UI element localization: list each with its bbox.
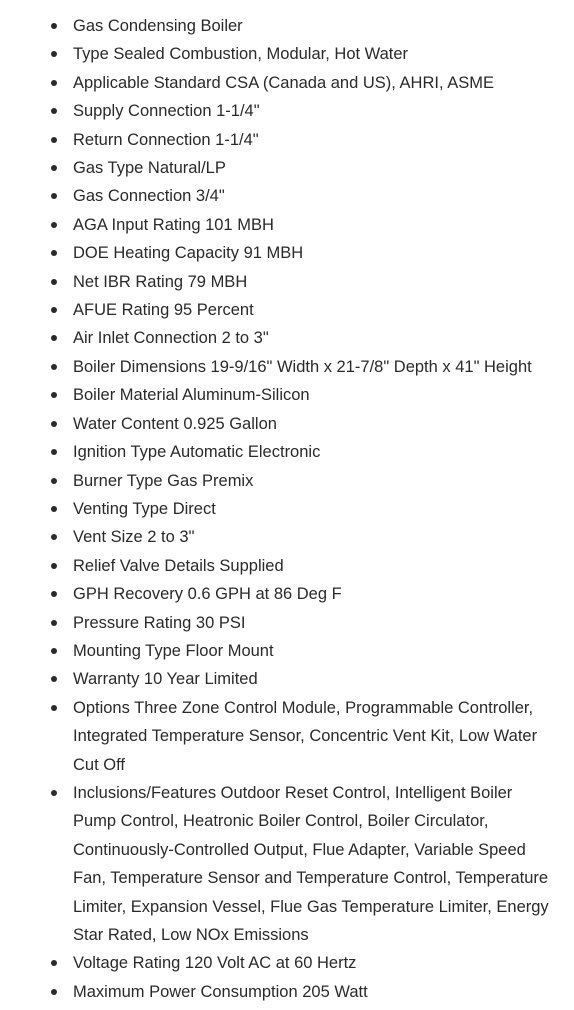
bullet-icon: [51, 421, 57, 427]
spec-text: Supply Connection 1-1/4": [73, 102, 260, 121]
bullet-icon: [51, 506, 57, 512]
spec-text: Options Three Zone Control Module, Programmable Controller, Integrated Temperature Sensor, Concentric Vent Kit, Low Water Cut Off: [73, 698, 538, 774]
bullet-icon: [51, 392, 57, 398]
bullet-icon: [51, 250, 57, 256]
list-item: [0, 126, 574, 154]
spec-text: DOE Heating Capacity 91 MBH: [73, 244, 304, 263]
spec-text: Burner Type Gas Premix: [73, 471, 254, 490]
bullet-icon: [51, 23, 57, 29]
spec-text: Return Connection 1-1/4": [73, 130, 259, 149]
bullet-icon: [51, 534, 57, 540]
list-item: [0, 495, 574, 523]
list-item: [0, 40, 574, 68]
spec-text: Inclusions/Features Outdoor Reset Control, Intelligent Boiler Pump Control, Heatronic Boiler Control, Boiler Circulator, Continuously-Controlled Output, Flue Adapter, Variable Speed Fan, Temperature Sensor and Temperature Control, Temperature Limiter, Expansion Vessel, Flue Gas Temperature Limiter, Energy Star Rated, Low NOx Emissions: [73, 783, 549, 944]
bullet-icon: [51, 648, 57, 654]
list-item: [0, 268, 574, 296]
list-item: [0, 182, 574, 210]
list-item: [0, 523, 574, 551]
bullet-icon: [51, 478, 57, 484]
spec-text: Gas Type Natural/LP: [73, 159, 226, 178]
list-item: [0, 552, 574, 580]
bullet-icon: [51, 364, 57, 370]
bullet-icon: [51, 591, 57, 597]
bullet-icon: [51, 620, 57, 626]
list-item: [0, 353, 574, 381]
spec-text: Boiler Material Aluminum-Silicon: [73, 386, 310, 405]
spec-text: Pressure Rating 30 PSI: [73, 613, 246, 632]
list-item: [0, 467, 574, 495]
list-item: [0, 154, 574, 182]
spec-text: Type Sealed Combustion, Modular, Hot Water: [73, 45, 409, 64]
spec-text: Mounting Type Floor Mount: [73, 641, 274, 660]
spec-text: Gas Connection 3/4": [73, 187, 225, 206]
bullet-icon: [51, 307, 57, 313]
list-item: [0, 211, 574, 239]
spec-text: GPH Recovery 0.6 GPH at 86 Deg F: [73, 585, 342, 604]
list-item: [0, 438, 574, 466]
bullet-icon: [51, 449, 57, 455]
spec-text: Ignition Type Automatic Electronic: [73, 443, 321, 462]
spec-text: Relief Valve Details Supplied: [73, 556, 284, 575]
list-item: [0, 694, 574, 779]
bullet-icon: [51, 563, 57, 569]
list-item: [0, 609, 574, 637]
bullet-icon: [51, 279, 57, 285]
list-item: [0, 637, 574, 665]
list-item: [0, 665, 574, 693]
bullet-icon: [51, 790, 57, 796]
spec-text: Air Inlet Connection 2 to 3": [73, 329, 269, 348]
list-item: [0, 12, 574, 40]
list-item: [0, 324, 574, 352]
bullet-icon: [51, 193, 57, 199]
spec-text: Water Content 0.925 Gallon: [73, 414, 277, 433]
spec-text: Applicable Standard CSA (Canada and US), AHRI, ASME: [73, 73, 494, 92]
bullet-icon: [51, 960, 57, 966]
list-item: [0, 296, 574, 324]
list-item: [0, 580, 574, 608]
bullet-icon: [51, 705, 57, 711]
bullet-icon: [51, 108, 57, 114]
spec-text: Voltage Rating 120 Volt AC at 60 Hertz: [73, 954, 357, 973]
spec-text: Maximum Power Consumption 205 Watt: [73, 982, 368, 1001]
bullet-icon: [51, 676, 57, 682]
spec-text: Net IBR Rating 79 MBH: [73, 272, 248, 291]
list-item: [0, 97, 574, 125]
list-item: [0, 381, 574, 409]
bullet-icon: [51, 137, 57, 143]
list-item: [0, 978, 574, 1006]
spec-text: AGA Input Rating 101 MBH: [73, 215, 274, 234]
spec-text: Boiler Dimensions 19-9/16" Width x 21-7/8" Depth x 41" Height: [73, 357, 532, 376]
bullet-icon: [51, 989, 57, 995]
list-item: [0, 779, 574, 949]
list-item: [0, 69, 574, 97]
spec-text: AFUE Rating 95 Percent: [73, 301, 254, 320]
bullet-icon: [51, 80, 57, 86]
list-item: [0, 239, 574, 267]
bullet-icon: [51, 51, 57, 57]
bullet-icon: [51, 335, 57, 341]
list-item: [0, 410, 574, 438]
spec-text: Warranty 10 Year Limited: [73, 670, 258, 689]
bullet-icon: [51, 222, 57, 228]
list-item: [0, 949, 574, 977]
bullet-icon: [51, 165, 57, 171]
spec-text: Vent Size 2 to 3": [73, 528, 195, 547]
spec-text: Gas Condensing Boiler: [73, 17, 243, 35]
spec-text: Venting Type Direct: [73, 499, 216, 518]
